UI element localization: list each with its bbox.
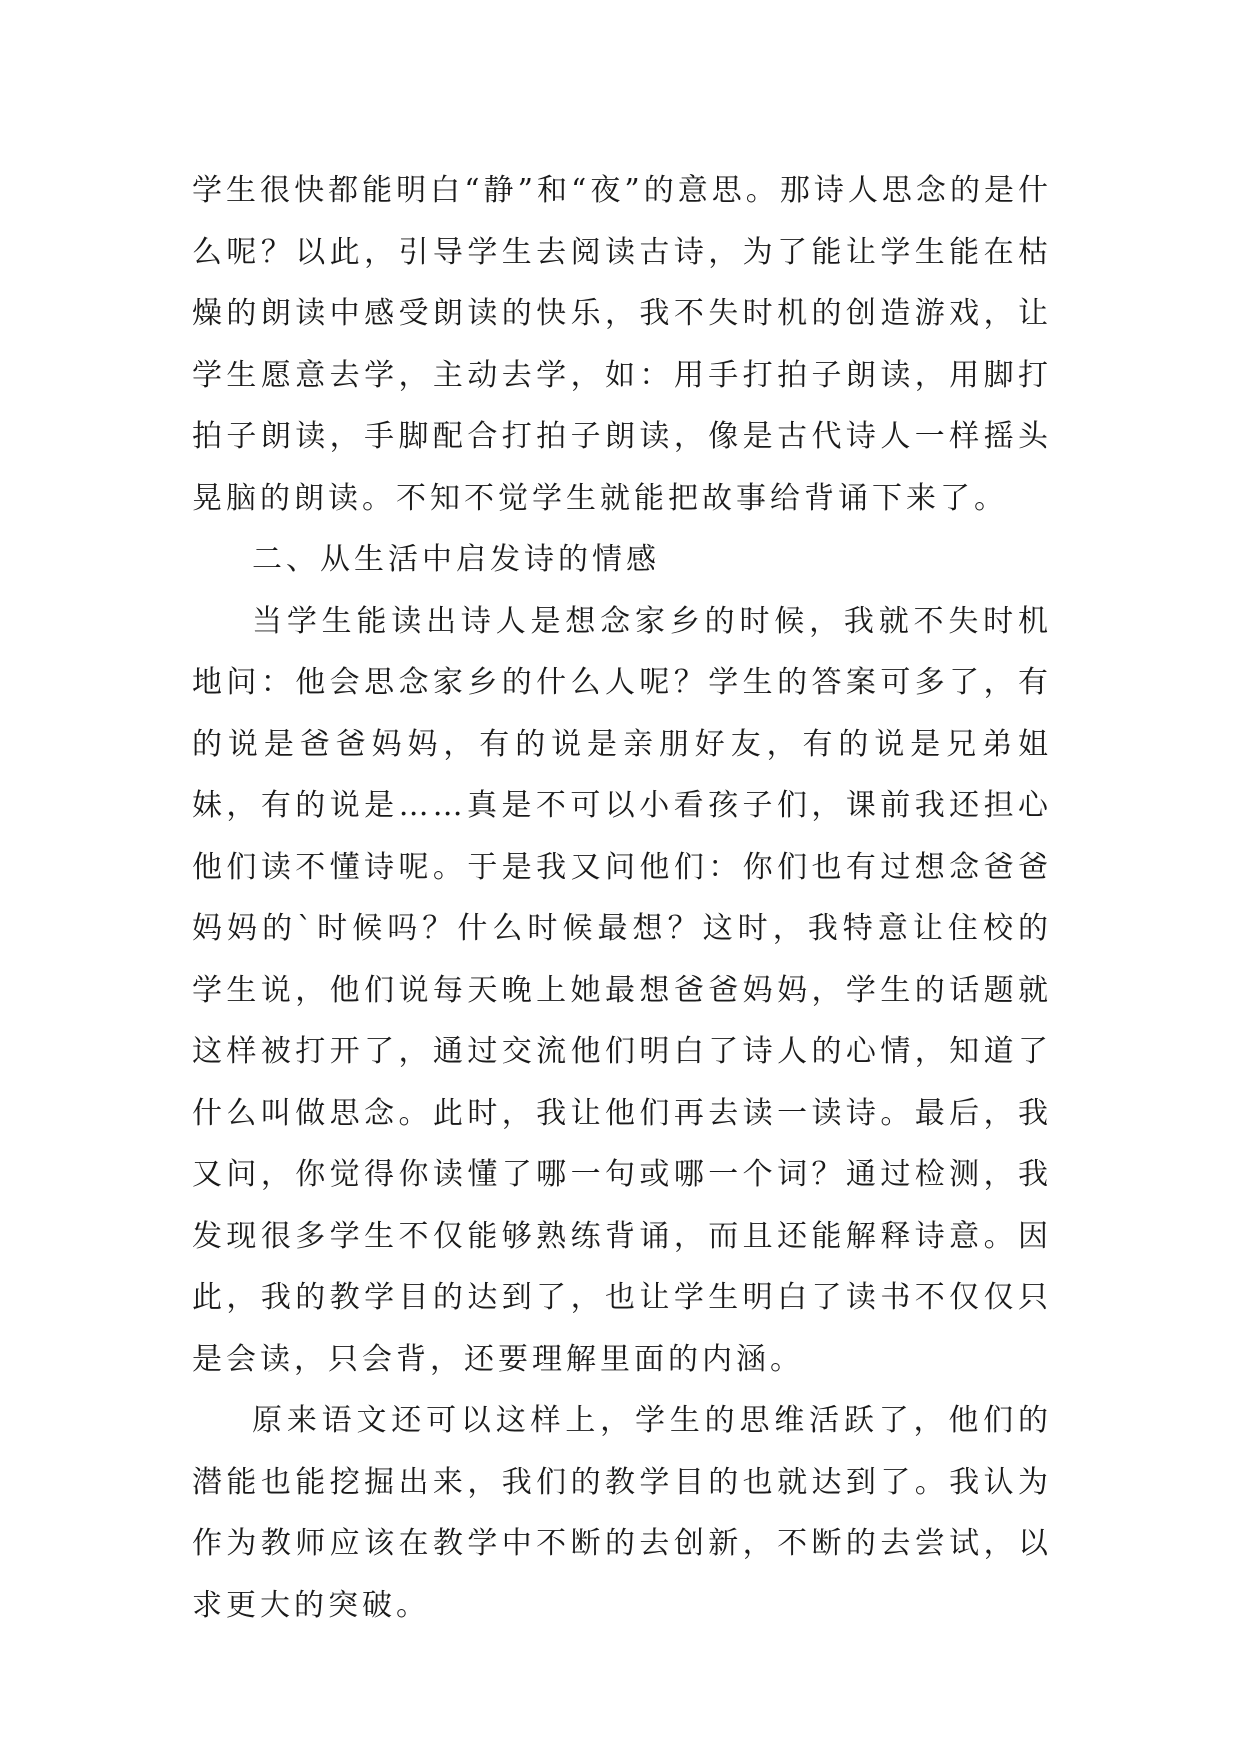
section-heading: 二、从生活中启发诗的情感 (252, 542, 660, 577)
paragraph-continuation: 学生很快都能明白“静”和“夜”的意思。那诗人思念的是什么呢？以此，引导学生去阅读古诗，为了能让学生能在枯燥的朗读中感受朗读的快乐，我不失时机的创造游戏，让学生愿意去学，主动去学，如：用手打拍子朗读，用脚打拍子朗读，手脚配合打拍子朗读，像是古代诗人一样摇头晃脑的朗读。不知不觉学生就能把故事给背诵下来了。 (192, 173, 1052, 516)
paragraph-body: 当学生能读出诗人是想念家乡的时候，我就不失时机地问：他会思念家乡的什么人呢？学生的答案可多了，有的说是爸爸妈妈，有的说是亲朋好友，有的说是兄弟姐妹，有的说是……真是不可以小看孩子们，课前我还担心他们读不懂诗呢。于是我又问他们：你们也有过想念爸爸妈妈的`时候吗？什么时候最想？这时，我特意让住校的学生说，他们说每天晚上她最想爸爸妈妈，学生的话题就这样被打开了，通过交流他们明白了诗人的心情，知道了什么叫做思念。此时，我让他们再去读一读诗。最后，我又问，你觉得你读懂了哪一句或哪一个词？通过检测，我发现很多学生不仅能够熟练背诵，而且还能解释诗意。因此，我的教学目的达到了，也让学生明白了读书不仅仅只是会读，只会背，还要理解里面的内涵。 (192, 603, 1052, 1377)
document-page (192, 160, 1052, 1636)
paragraph-conclusion: 原来语文还可以这样上，学生的思维活跃了，他们的潜能也能挖掘出来，我们的教学目的也就达到了。我认为作为教师应该在教学中不断的去创新，不断的去尝试，以求更大的突破。 (192, 1403, 1052, 1623)
